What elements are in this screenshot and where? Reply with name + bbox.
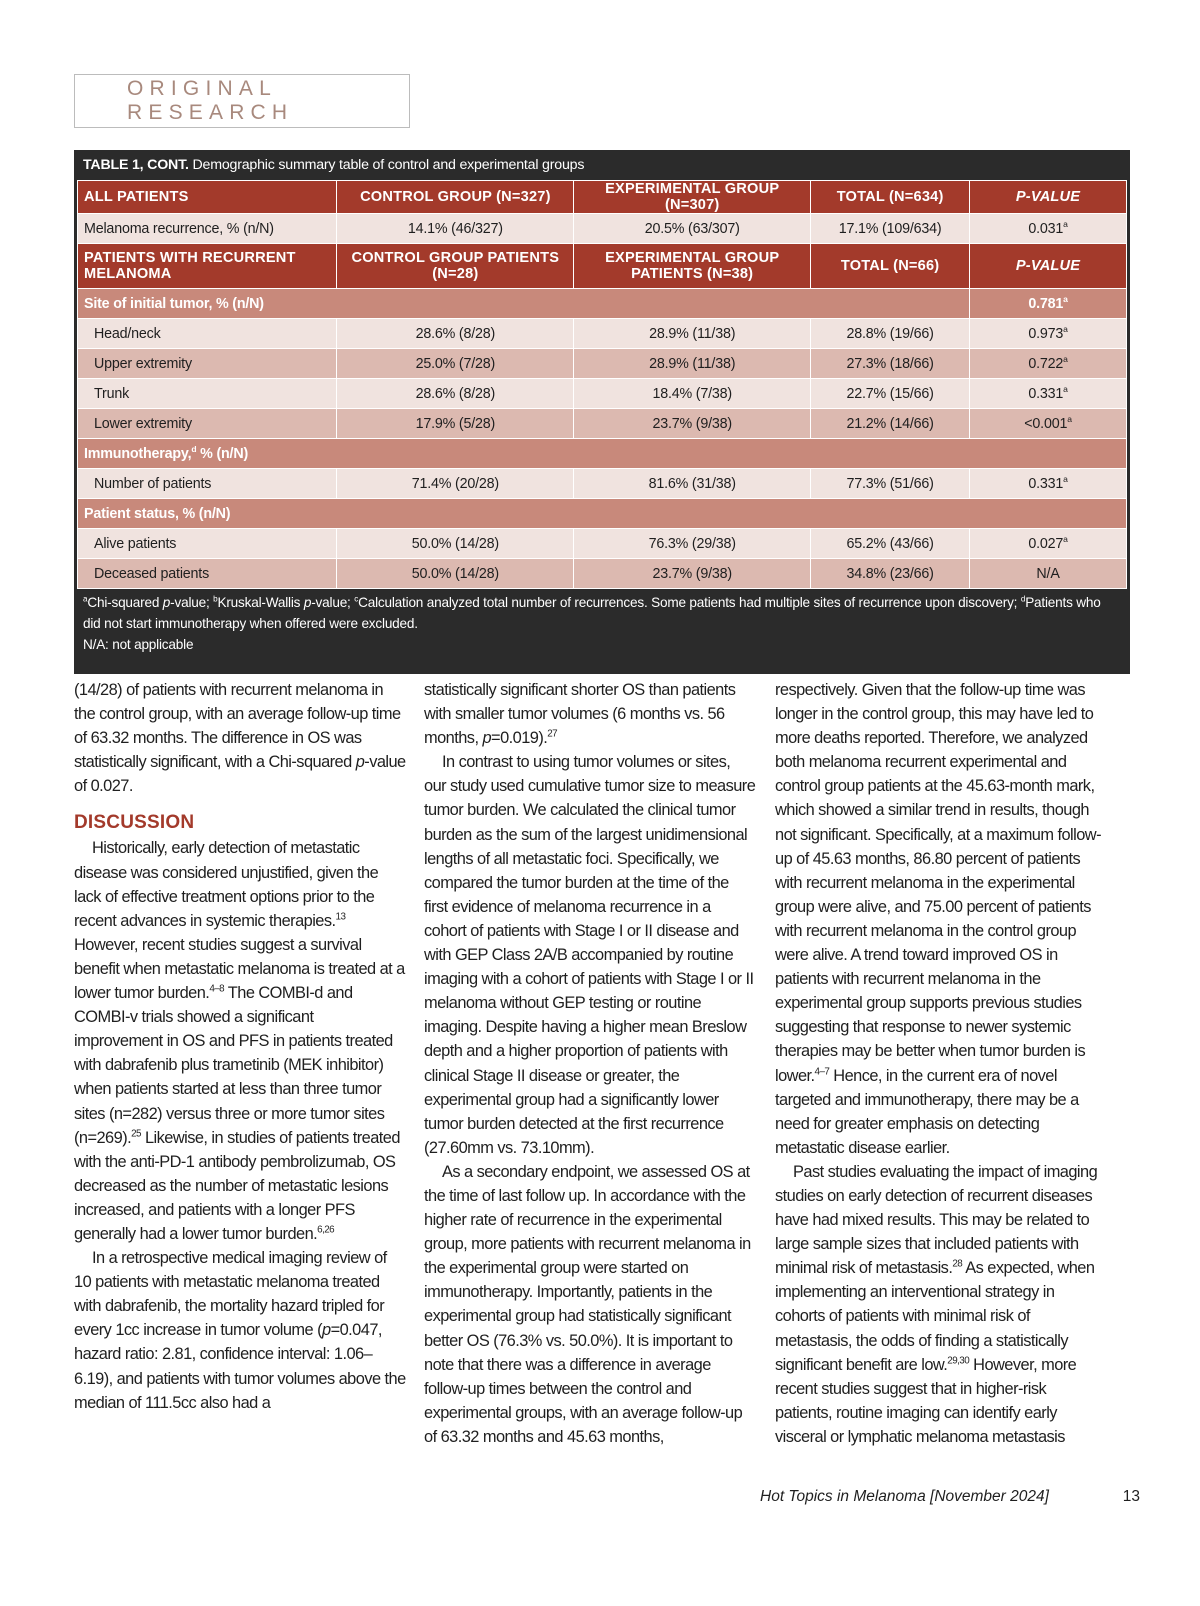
row-label: Head/neck	[78, 319, 337, 349]
section-row	[78, 499, 1127, 529]
table-cell: 27.3% (18/66)	[811, 349, 970, 379]
table-cell: 28.9% (11/38)	[574, 349, 811, 379]
table-body	[77, 180, 1127, 589]
paragraph: In contrast to using tumor volumes or sites, our study used cumulative tumor size to measure tumor burden. We calculated the clinical tumor burden as the sum of the largest unidimensional lengths of all metastatic foci. Specifically, we compared the tumor burden at the time of the first evidence of melanoma recurrence in a cohort of patients with Stage I or II disease and with GEP Class 2A/B accompanied by routine imaging with a cohort of patients with Stage I or II melanoma without GEP testing or routine imaging. Despite having a higher mean Breslow depth and a higher proportion of patients with clinical Stage II disease or greater, the experimental group had a significantly lower tumor burden detected at the first recurrence (27.60mm vs. 73.10mm).	[424, 753, 756, 1157]
pvalue-cell: N/A	[970, 559, 1127, 589]
table-cell: 50.0% (14/28)	[337, 529, 574, 559]
paragraph: As a secondary endpoint, we assessed OS at the time of last follow up. In accordance with the higher rate of recurrence in the experimental group, more patients with recurrent melanoma in the experimental group were started on immunotherapy. Importantly, patients in the experimental group had statistically significant better OS (76.3% vs. 50.0%). It is important to note that there was a difference in average follow-up times between the control and experimental groups, with an average follow-up of 63.32 months and 45.63 months,	[424, 1162, 751, 1446]
body-column-1	[74, 678, 406, 1415]
paragraph: Past studies evaluating the impact of imaging studies on early detection of recurrent diseases have had mixed results. This may be related to large sample sizes that included patients with minimal risk of metastasis.$^{28}$ As expected, when implementing an interventional strategy in cohorts of patients with minimal risk of metastasis, the odds of finding a statistically significant benefit are low.$^{29,30}$ However, more recent studies suggest that in higher-risk patients, routine imaging can identify early visceral or lymphatic melanoma metastasis	[775, 1162, 1098, 1446]
paragraph: In a retrospective medical imaging review of 10 patients with metastatic melanoma treated with dabrafenib, the mortality hazard tripled for every 1cc increase in tumor volume (p=0.047, hazard ratio: 2.81, confidence interval: 1.06–6.19), and patients with tumor volumes above the median of 111.5cc also had a	[74, 1249, 406, 1412]
table-header-row	[78, 181, 1127, 214]
table-cell: 18.4% (7/38)	[574, 379, 811, 409]
table-cell: 81.6% (31/38)	[574, 469, 811, 499]
table-cell: 28.9% (11/38)	[574, 319, 811, 349]
pvalue-cell: 0.781$^a$	[970, 289, 1127, 319]
section-label-cell: Immunotherapy,$^d$ % (n/N)	[78, 439, 1127, 469]
row-label: Alive patients	[78, 529, 337, 559]
header-cell: EXPERIMENTAL GROUP PATIENTS (N=38)	[574, 244, 811, 289]
table-row	[78, 559, 1127, 589]
row-label: Deceased patients	[78, 559, 337, 589]
table-cell: 20.5% (63/307)	[574, 214, 811, 244]
table-cell: 22.7% (15/66)	[811, 379, 970, 409]
row-label: Upper extremity	[78, 349, 337, 379]
table-cell: 28.6% (8/28)	[337, 319, 574, 349]
header-cell: EXPERIMENTAL GROUP (N=307)	[574, 181, 811, 214]
section-row	[78, 289, 1127, 319]
table-cell: 17.9% (5/28)	[337, 409, 574, 439]
table-cell: 28.8% (19/66)	[811, 319, 970, 349]
body-column-3	[775, 678, 1107, 1449]
table-row	[78, 214, 1127, 244]
table-cell: 65.2% (43/66)	[811, 529, 970, 559]
table-row	[78, 319, 1127, 349]
pvalue-cell: 0.331$^a$	[970, 379, 1127, 409]
pvalue-cell: <0.001$^a$	[970, 409, 1127, 439]
row-label: Number of patients	[78, 469, 337, 499]
paragraph: (14/28) of patients with recurrent melanoma in the control group, with an average follow-up time of 63.32 months. The difference in OS was statistically significant, with a Chi-squared p-value of 0.027.	[74, 681, 406, 796]
paragraph: respectively. Given that the follow-up time was longer in the control group, this may have led to more deaths reported. Therefore, we analyzed both melanoma recurrent experimental and control group patients at the 45.63-month mark, which showed a similar trend in results, though not significant. Specifically, at a maximum follow-up of 45.63 months, 86.80 percent of patients with recurrent melanoma in the experimental group were alive, and 75.00 percent of patients with recurrent melanoma in the control group were alive. A trend toward improved OS in patients with recurrent melanoma in the experimental group supports previous studies suggesting that response to newer systemic therapies may be better when tumor burden is lower.$^{4-7}$ Hence, in the current era of novel targeted and immunotherapy, there may be a need for greater emphasis on detecting metastatic disease earlier.	[775, 681, 1101, 1157]
table-row	[78, 379, 1127, 409]
header-cell: CONTROL GROUP PATIENTS (N=28)	[337, 244, 574, 289]
header-cell: TOTAL (N=634)	[811, 181, 970, 214]
section-label: ORIGINAL RESEARCH	[74, 74, 410, 128]
paragraph: Historically, early detection of metastatic disease was considered unjustified, given the lack of effective treatment options prior to the recent advances in systemic therapies.$^{13}$ However, recent studies suggest a survival benefit when metastatic melanoma is treated at a lower tumor burden.$^{4-8}$ The COMBI-d and COMBI-v trials showed a significant improvement in OS and PFS in patients treated with dabrafenib plus trametinib (MEK inhibitor) when patients started at less than three tumor sites (n=282) versus three or more tumor sites (n=269).$^{25}$ Likewise, in studies of patients treated with the anti-PD-1 antibody pembrolizumab, OS decreased as the number of metastatic lesions increased, and patients with a longer PFS generally had a lower tumor burden.$^{6,26}$	[74, 839, 405, 1243]
table-cell: 14.1% (46/327)	[337, 214, 574, 244]
section-heading: DISCUSSION	[74, 812, 195, 834]
header-cell: PATIENTS WITH RECURRENT MELANOMA	[78, 244, 337, 289]
table-row	[78, 469, 1127, 499]
pvalue-cell: 0.973$^a$	[970, 319, 1127, 349]
table-row	[78, 409, 1127, 439]
header-cell: CONTROL GROUP (N=327)	[337, 181, 574, 214]
header-cell: P-VALUE	[970, 244, 1127, 289]
pvalue-cell: 0.031$^a$	[970, 214, 1127, 244]
table-cell: 23.7% (9/38)	[574, 559, 811, 589]
pvalue-cell: 0.331$^a$	[970, 469, 1127, 499]
table-cell: 28.6% (8/28)	[337, 379, 574, 409]
table-cell: 21.2% (14/66)	[811, 409, 970, 439]
table-cell: 34.8% (23/66)	[811, 559, 970, 589]
section-label-cell: Site of initial tumor, % (n/N)	[78, 289, 970, 319]
table-row	[78, 349, 1127, 379]
page-number: 13	[1122, 1488, 1140, 1505]
row-label: Melanoma recurrence, % (n/N)	[78, 214, 337, 244]
table-header-row	[78, 244, 1127, 289]
table-cell: 17.1% (109/634)	[811, 214, 970, 244]
table-row	[78, 529, 1127, 559]
section-row	[78, 439, 1127, 469]
body-column-2	[424, 678, 756, 1449]
header-cell: P-VALUE	[970, 181, 1127, 214]
paragraph: statistically significant shorter OS than patients with smaller tumor volumes (6 months vs. 56 months, p=0.019).$^{27}$	[424, 681, 736, 748]
pvalue-cell: 0.722$^a$	[970, 349, 1127, 379]
table-title: TABLE 1, CONT. Demographic summary table of control and experimental groups	[83, 157, 585, 173]
table-cell: 76.3% (29/38)	[574, 529, 811, 559]
table-cell: 25.0% (7/28)	[337, 349, 574, 379]
journal-title: Hot Topics in Melanoma [November 2024]	[760, 1488, 1049, 1505]
section-label-cell: Patient status, % (n/N)	[78, 499, 1127, 529]
header-cell: ALL PATIENTS	[78, 181, 337, 214]
table-footnote: $^a$Chi-squared p-value; $^b$Kruskal-Wallis p-value; $^c$Calculation analyzed total number of recurrences. Some patients had multiple sites of recurrence upon discovery; $^d$Patients who did not start immunotherapy when offered were excluded. N/A: not applicable	[83, 594, 1101, 652]
demographic-table	[74, 150, 1130, 674]
row-label: Lower extremity	[78, 409, 337, 439]
table-cell: 23.7% (9/38)	[574, 409, 811, 439]
header-cell: TOTAL (N=66)	[811, 244, 970, 289]
table-cell: 71.4% (20/28)	[337, 469, 574, 499]
table-cell: 77.3% (51/66)	[811, 469, 970, 499]
table-cell: 50.0% (14/28)	[337, 559, 574, 589]
row-label: Trunk	[78, 379, 337, 409]
pvalue-cell: 0.027$^a$	[970, 529, 1127, 559]
